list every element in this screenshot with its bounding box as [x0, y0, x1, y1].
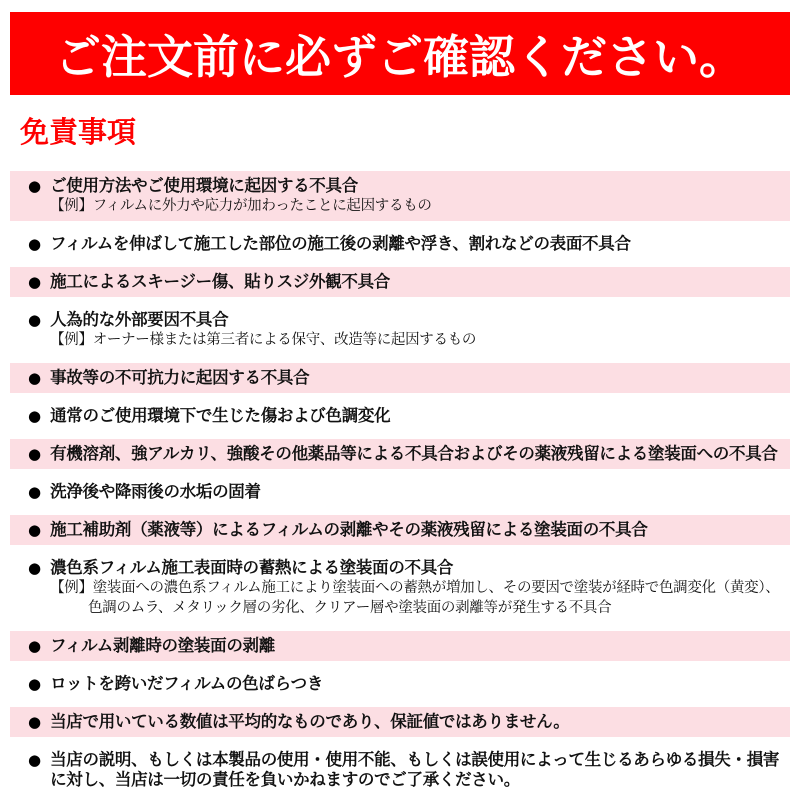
disclaimer-item-content: [50, 636, 790, 656]
bullet-icon: ●: [28, 521, 42, 539]
section-heading: 免責事項: [20, 115, 137, 149]
disclaimer-item-content: [50, 482, 790, 502]
disclaimer-item: [10, 363, 790, 393]
disclaimer-item: [10, 401, 790, 431]
bullet-icon: ●: [28, 177, 42, 195]
disclaimer-item: [10, 553, 790, 623]
bullet-icon: ●: [28, 235, 42, 253]
disclaimer-item-text: フィルム剥離時の塗装面の剥離: [50, 636, 275, 655]
disclaimer-item: [10, 305, 790, 355]
bullet-icon: ●: [28, 483, 42, 501]
disclaimer-item-text: 通常のご使用環境下で生じた傷および色調変化: [50, 406, 391, 425]
disclaimer-item-example: 【例】フィルムに外力や応力が加わったことに起因するもの: [50, 198, 432, 214]
disclaimer-list: [10, 171, 790, 795]
disclaimer-item: [10, 515, 790, 545]
disclaimer-item-content: [50, 558, 790, 618]
disclaimer-item-content: [50, 310, 790, 350]
disclaimer-item-text: 当店で用いている数値は平均的なものであり、保証値ではありません。: [50, 712, 570, 731]
disclaimer-item-content: [50, 272, 790, 292]
disclaimer-item-example: 【例】オーナー様または第三者による保守、改造等に起因するもの: [50, 332, 477, 348]
bullet-icon: ●: [28, 559, 42, 577]
disclaimer-item: [10, 477, 790, 507]
disclaimer-item-text: 当店の説明、もしくは本製品の使用・使用不能、もしくは誤使用によって生じるあらゆる損失・損害: [50, 750, 780, 769]
bullet-icon: ●: [28, 369, 42, 387]
disclaimer-item-content: [50, 176, 790, 216]
disclaimer-item: [10, 171, 790, 221]
bullet-icon: ●: [28, 751, 42, 769]
disclaimer-item: [10, 229, 790, 259]
disclaimer-item-text: 施工によるスキージー傷、貼りスジ外観不具合: [50, 272, 390, 291]
disclaimer-item-text: 施工補助剤（薬液等）によるフィルムの剥離やその薬液残留による塗装面の不具合: [50, 520, 648, 539]
disclaimer-item-text: ご使用方法やご使用環境に起因する不具合: [50, 176, 358, 195]
bullet-icon: ●: [28, 407, 42, 425]
disclaimer-item-text: フィルムを伸ばして施工した部位の施工後の剥離や浮き、割れなどの表面不具合: [50, 234, 631, 253]
bullet-icon: ●: [28, 637, 42, 655]
disclaimer-item: [10, 267, 790, 297]
disclaimer-item: [10, 439, 790, 469]
disclaimer-item-text: ロットを跨いだフィルムの色ばらつき: [50, 674, 324, 693]
disclaimer-item-text: 濃色系フィルム施工表面時の蓄熱による塗装面の不具合: [50, 558, 454, 577]
disclaimer-item-example: 色調のムラ、メタリック層の劣化、クリアー層や塗装面の剥離等が発生する不具合: [88, 600, 612, 616]
bullet-icon: ●: [28, 713, 42, 731]
bullet-icon: ●: [28, 445, 42, 463]
bullet-icon: ●: [28, 273, 42, 291]
disclaimer-item: [10, 631, 790, 661]
bullet-icon: ●: [28, 675, 42, 693]
banner-title: ご注文前に必ずご確認ください。: [55, 29, 745, 84]
disclaimer-item-text: 事故等の不可抗力に起因する不具合: [50, 368, 310, 387]
disclaimer-item-text: 人為的な外部要因不具合: [50, 310, 229, 329]
disclaimer-item-content: [50, 444, 790, 464]
disclaimer-item-content: [50, 406, 790, 426]
disclaimer-item-text: に対し、当店は一切の責任を負いかねますのでご了承ください。: [50, 770, 520, 789]
disclaimer-item-content: [50, 750, 790, 790]
disclaimer-item-text: 有機溶剤、強アルカリ、強酸その他薬品等による不具合およびその薬液残留による塗装面への不具合: [50, 444, 778, 463]
disclaimer-item-text: 洗浄後や降雨後の水垢の固着: [50, 482, 261, 501]
header-banner: [10, 12, 790, 95]
disclaimer-item-content: [50, 520, 790, 540]
disclaimer-item: [10, 669, 790, 699]
disclaimer-item: [10, 745, 790, 795]
disclaimer-item-content: [50, 712, 790, 732]
disclaimer-item-example: 【例】塗装面への濃色系フィルム施工により塗装面への蓄熱が増加し、その要因で塗装が経時で色調変化（黄変）、: [50, 580, 780, 596]
disclaimer-item-content: [50, 674, 790, 694]
disclaimer-item: [10, 707, 790, 737]
disclaimer-item-content: [50, 234, 790, 254]
disclaimer-item-content: [50, 368, 790, 388]
bullet-icon: ●: [28, 311, 42, 329]
